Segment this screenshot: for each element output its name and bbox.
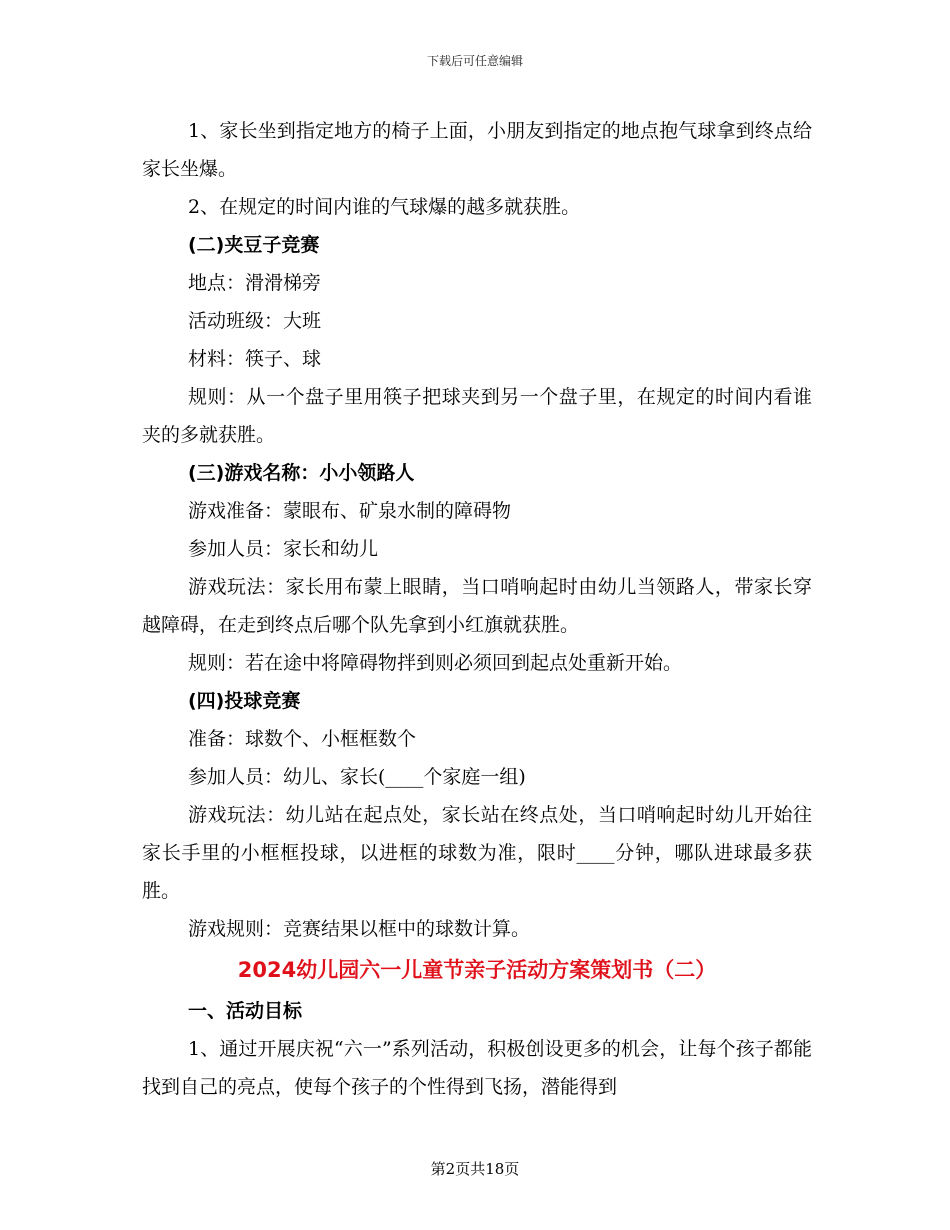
- paragraph: 地点：滑滑梯旁: [188, 272, 322, 294]
- paragraph: 活动班级：大班: [188, 310, 322, 332]
- paragraph: 参加人员：家长和幼儿: [188, 538, 379, 560]
- paragraph: 游戏玩法：家长用布蒙上眼睛，当口哨响起时由幼儿当领路人，带家长穿越障碍，在走到终点后哪个队先拿到小红旗就获胜。: [142, 576, 812, 636]
- paragraph: 游戏规则：竞赛结果以框中的球数计算。: [188, 918, 531, 940]
- subheading: 一、活动目标: [188, 1000, 303, 1022]
- paragraph: 游戏玩法：幼儿站在起点处，家长站在终点处，当口哨响起时幼儿开始往家长手里的小框框投球，以进框的球数为准，限时____分钟，哪队进球最多获胜。: [142, 804, 812, 902]
- paragraph: 参加人员：幼儿、家长(____个家庭一组): [188, 766, 526, 788]
- document-body: [142, 112, 812, 1106]
- subheading: (三)游戏名称：小小领路人: [188, 462, 415, 484]
- subheading: (四)投球竞赛: [188, 690, 301, 712]
- subheading: (二)夹豆子竞赛: [188, 234, 320, 256]
- paragraph: 准备：球数个、小框框数个: [188, 728, 417, 750]
- paragraph: 材料：筷子、球: [188, 348, 322, 370]
- page-footer: 第2页共18页: [430, 1160, 520, 1178]
- section-title: 2024幼儿园六一儿童节亲子活动方案策划书（二）: [237, 958, 717, 982]
- paragraph: 规则：从一个盘子里用筷子把球夹到另一个盘子里，在规定的时间内看谁夹的多就获胜。: [142, 386, 812, 446]
- page-header: 下载后可任意编辑: [426, 54, 523, 68]
- paragraph: 游戏准备：蒙眼布、矿泉水制的障碍物: [188, 500, 512, 522]
- paragraph: 2、在规定的时间内谁的气球爆的越多就获胜。: [188, 196, 581, 218]
- paragraph: 规则：若在途中将障碍物拌到则必须回到起点处重新开始。: [188, 652, 683, 674]
- paragraph: 1、家长坐到指定地方的椅子上面，小朋友到指定的地点抱气球拿到终点给家长坐爆。: [142, 120, 812, 180]
- paragraph: 1、通过开展庆祝“六一”系列活动，积极创设更多的机会，让每个孩子都能找到自己的亮点，使每个孩子的个性得到飞扬，潜能得到: [142, 1038, 812, 1098]
